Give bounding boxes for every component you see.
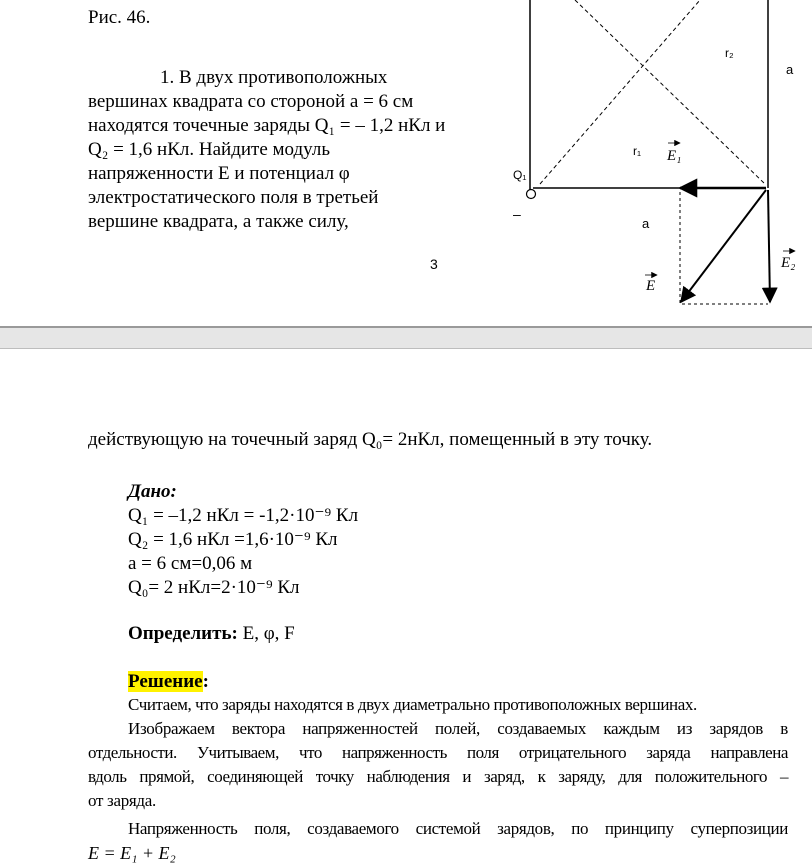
label-e: E <box>646 278 656 294</box>
given-q1: Q₁ = –1,2 нКл = -1,2·10⁻⁹ Кл <box>128 505 359 526</box>
label-minus: – <box>513 206 521 222</box>
solution-line-1: Считаем, что заряды находятся в двух диаметрально противоположных вершинах. <box>128 695 697 714</box>
solution-colon: : <box>202 671 209 692</box>
label-e1: E₁ <box>667 148 682 164</box>
solution-line-6: Напряженность поля, создаваемого системой зарядов, по принципу суперпозиции <box>128 819 788 838</box>
page-separator <box>0 326 812 349</box>
solution-line-4: вдоль прямой, соединяющей точку наблюдения и заряд, к заряду, для положительного – <box>88 767 788 786</box>
solution-line-2: Изображаем вектора напряженностей полей, создаваемых каждым из зарядов в <box>128 719 788 738</box>
electric-field-diagram <box>0 0 812 330</box>
given-title: Дано: <box>128 481 177 502</box>
vector-e2 <box>768 190 770 302</box>
label-r1: r₁ <box>633 144 642 158</box>
label-a-right: a <box>786 62 794 77</box>
solution-line-3: отдельности. Учитываем, что напряженность поля отрицательного заряда направлена <box>88 743 788 762</box>
superposition-formula: E = E₁ + E₂ <box>88 843 176 863</box>
solution-heading <box>128 670 209 694</box>
label-q1: Q₁ <box>513 168 527 182</box>
problem-line-5: напряженности E и потенциал φ <box>88 163 350 184</box>
given-q2: Q₂ = 1,6 нКл =1,6·10⁻⁹ Кл <box>128 529 338 550</box>
problem-line-6: электростатического поля в третьей <box>88 187 379 208</box>
solution-line-5: от заряда. <box>88 791 156 810</box>
problem-line-1: 1. В двух противоположных <box>160 67 388 88</box>
page-number: 3 <box>430 256 438 272</box>
figure-caption: Рис. 46. <box>88 7 151 28</box>
find-title: Определить: <box>128 623 238 644</box>
problem-line-3: находятся точечные заряды Q₁ = – 1,2 нКл и <box>88 115 446 136</box>
problem-line-4: Q₂ = 1,6 нКл. Найдите модуль <box>88 139 330 160</box>
problem-continuation: действующую на точечный заряд Q₀= 2нКл, помещенный в эту точку. <box>88 429 653 450</box>
label-r2: r₂ <box>725 46 734 60</box>
given-a: a = 6 см=0,06 м <box>128 553 253 574</box>
problem-line-7: вершине квадрата, а также силу, <box>88 211 349 232</box>
label-e2: E₂ <box>781 255 796 271</box>
label-a-bottom: a <box>642 216 650 231</box>
given-q0: Q₀= 2 нКл=2·10⁻⁹ Кл <box>128 577 300 598</box>
find-value: E, φ, F <box>237 623 295 644</box>
charge-q1-circle <box>527 190 536 199</box>
problem-line-2: вершинах квадрата со стороной a = 6 см <box>88 91 414 112</box>
solution-title: Решение <box>128 671 203 692</box>
vector-e-resultant <box>681 190 766 302</box>
find-line <box>128 622 295 646</box>
